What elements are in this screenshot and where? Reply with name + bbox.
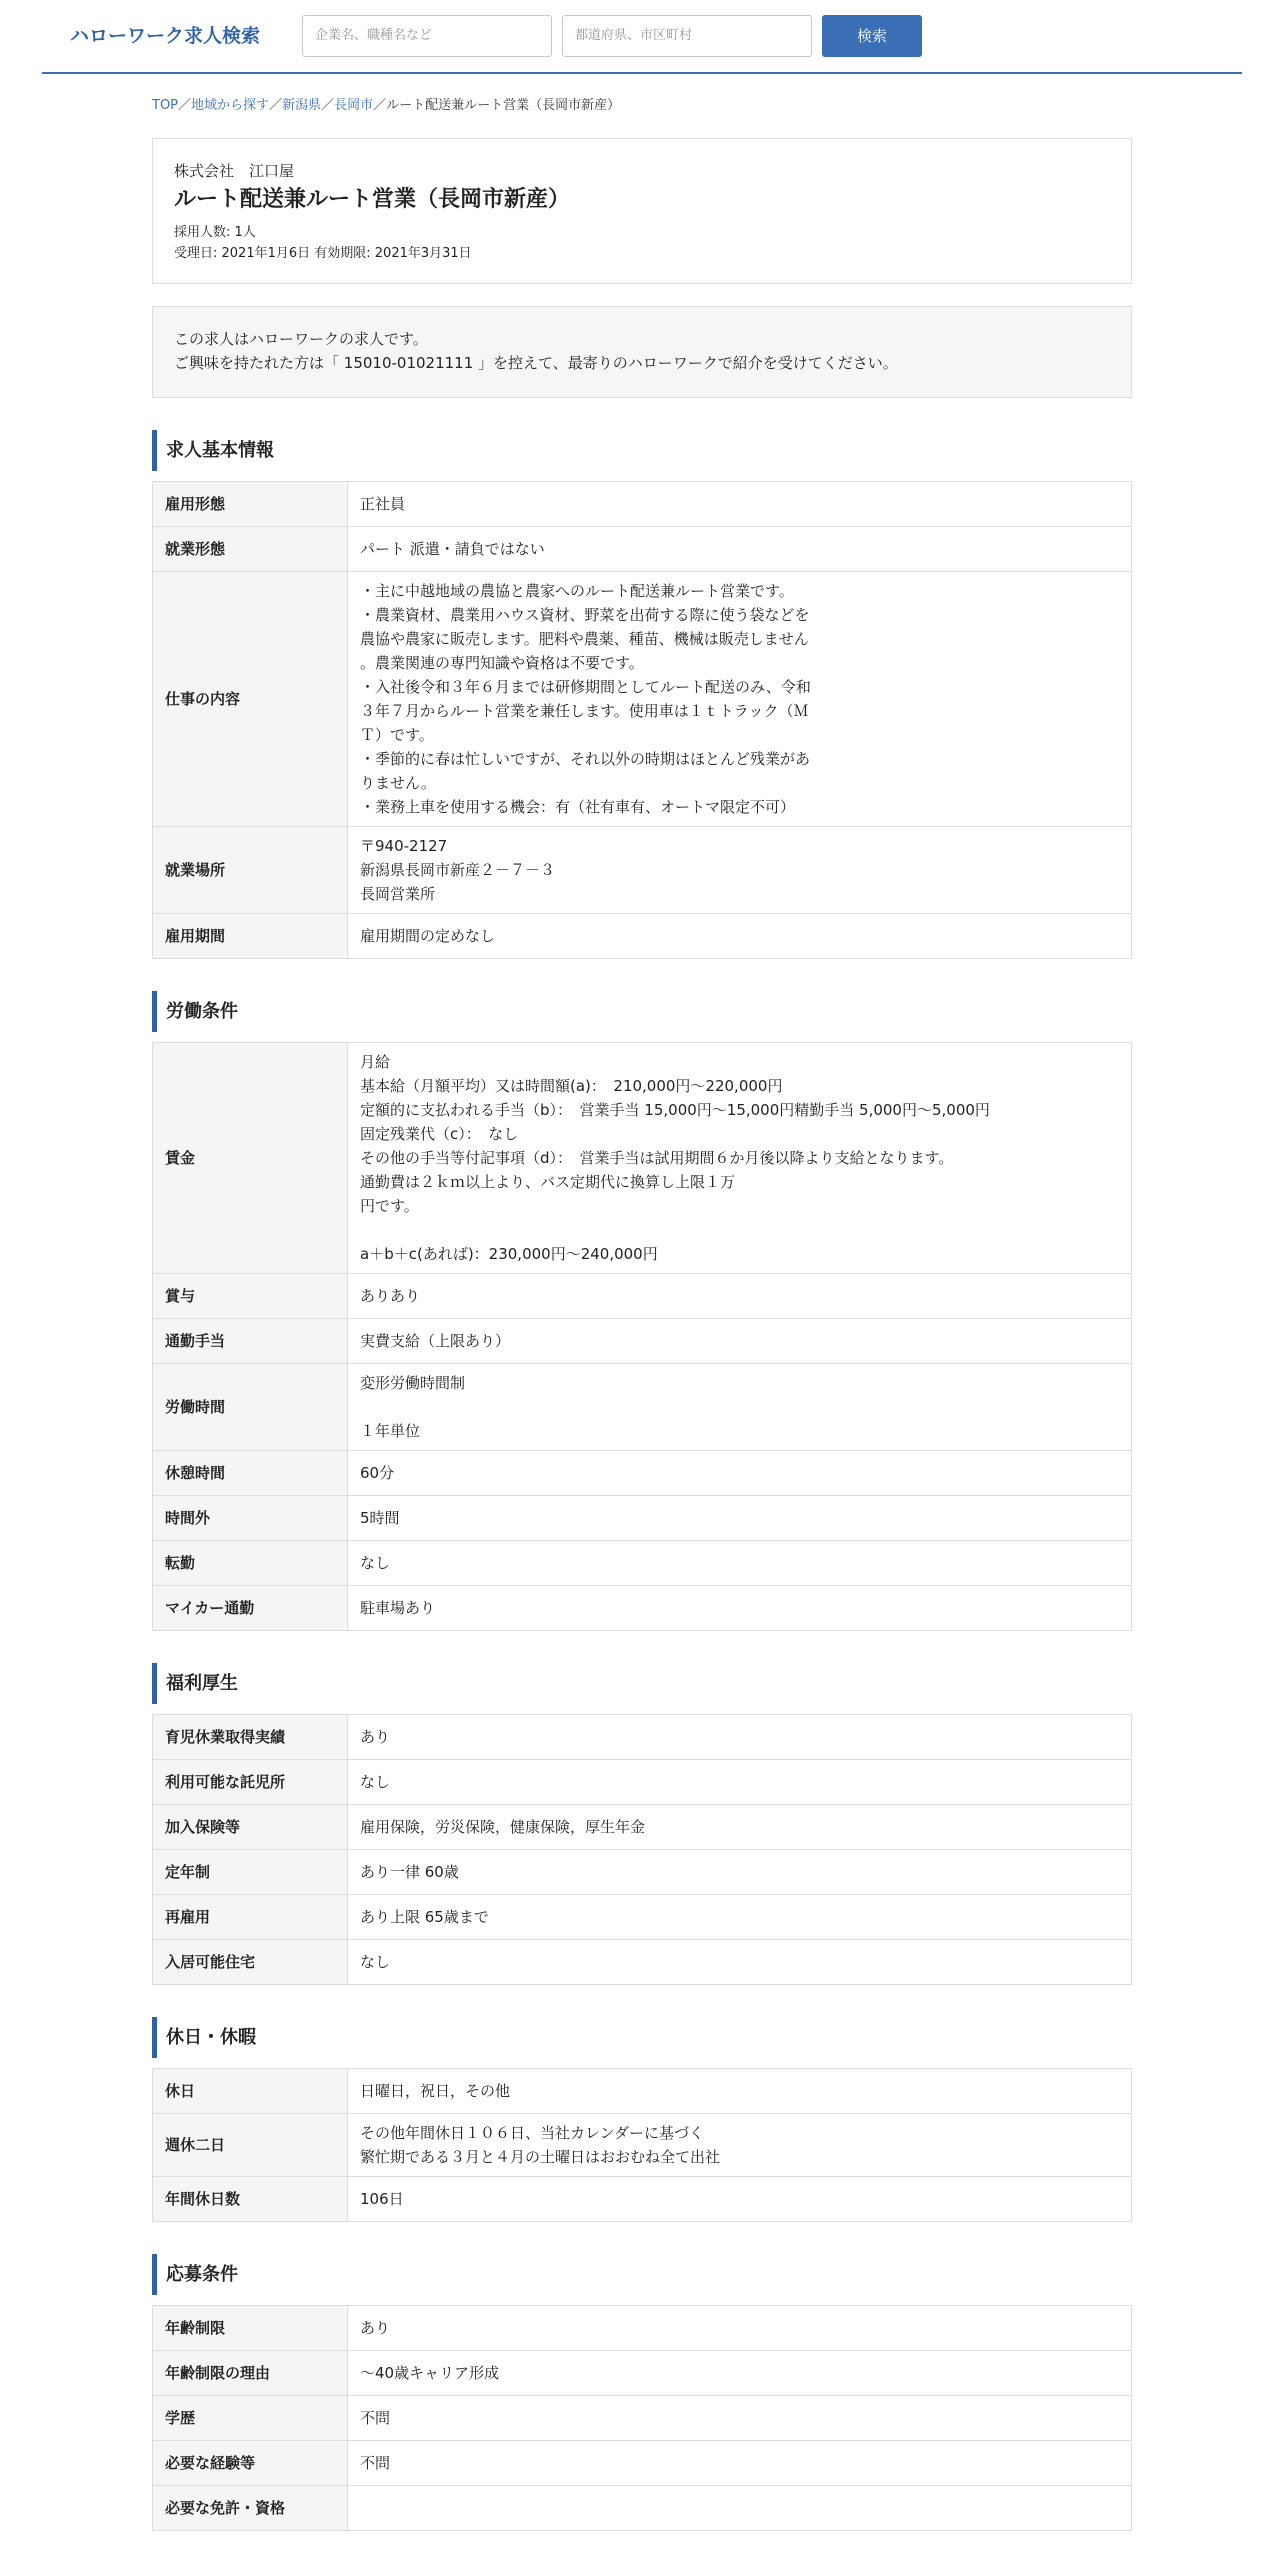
row-value: あり上限 65歳まで	[348, 1895, 1132, 1940]
table-row	[153, 2177, 1132, 2222]
table-row	[153, 1541, 1132, 1586]
table-row	[153, 1895, 1132, 1940]
breadcrumb-separator: ／	[269, 98, 283, 113]
table-row	[153, 1940, 1132, 1985]
row-label: 労働時間	[153, 1364, 348, 1451]
table-row	[153, 1319, 1132, 1364]
row-value: 雇用保険，労災保険，健康保険，厚生年金	[348, 1805, 1132, 1850]
row-value: 5時間	[348, 1496, 1132, 1541]
row-value: なし	[348, 1760, 1132, 1805]
row-label: 再雇用	[153, 1895, 348, 1940]
table-row	[153, 1586, 1132, 1631]
row-value: あり	[348, 1715, 1132, 1760]
location-search-input[interactable]: 都道府県、市区町村	[562, 15, 812, 57]
table-row	[153, 2306, 1132, 2351]
row-label: 仕事の内容	[153, 572, 348, 827]
info-table	[152, 2068, 1132, 2222]
section-title: 休日・休暇	[152, 2017, 1132, 2058]
row-value: 〜40歳キャリア形成	[348, 2351, 1132, 2396]
table-row	[153, 2396, 1132, 2441]
row-value: ありあり	[348, 1274, 1132, 1319]
row-value: パート 派遣・請負ではない	[348, 527, 1132, 572]
table-row	[153, 1715, 1132, 1760]
site-logo[interactable]: ハローワーク求人検索	[70, 24, 261, 47]
job-summary-card	[152, 138, 1132, 285]
row-label: 入居可能住宅	[153, 1940, 348, 1985]
main-content	[152, 96, 1132, 2531]
breadcrumb-separator: ／	[321, 98, 335, 113]
row-label: 加入保険等	[153, 1805, 348, 1850]
table-row	[153, 1850, 1132, 1895]
row-label: 育児休業取得実績	[153, 1715, 348, 1760]
row-value: 変形労働時間制 １年単位	[348, 1364, 1132, 1451]
breadcrumb-separator: ／	[373, 98, 387, 113]
table-row	[153, 1043, 1132, 1274]
company-name: 株式会社 江口屋	[174, 161, 295, 180]
breadcrumb-top[interactable]: TOP	[152, 98, 179, 113]
row-value: なし	[348, 1940, 1132, 1985]
breadcrumb-current: ルート配送兼ルート営業（長岡市新産）	[386, 98, 621, 113]
table-row	[153, 1364, 1132, 1451]
row-label: 週休二日	[153, 2114, 348, 2177]
table-row	[153, 2441, 1132, 2486]
table-row	[153, 1274, 1132, 1319]
info-table	[152, 481, 1132, 959]
row-label: 時間外	[153, 1496, 348, 1541]
row-label: 賞与	[153, 1274, 348, 1319]
breadcrumb-region[interactable]: 地域から探す	[191, 98, 270, 113]
section-title: 応募条件	[152, 2254, 1132, 2295]
row-label: 賃金	[153, 1043, 348, 1274]
table-row	[153, 2114, 1132, 2177]
hire-count: 採用人数: 1人	[174, 224, 256, 240]
row-label: 通勤手当	[153, 1319, 348, 1364]
row-value: 雇用期間の定めなし	[348, 914, 1132, 959]
breadcrumb-separator: ／	[178, 98, 192, 113]
breadcrumb-city[interactable]: 長岡市	[334, 98, 374, 113]
row-value: 正社員	[348, 482, 1132, 527]
job-detail-sections	[152, 430, 1132, 2531]
row-value: 日曜日，祝日，その他	[348, 2069, 1132, 2114]
table-row	[153, 1760, 1132, 1805]
table-row	[153, 2486, 1132, 2531]
posting-dates: 受理日: 2021年1月6日 有効期限: 2021年3月31日	[174, 246, 472, 262]
row-label: 年齢制限の理由	[153, 2351, 348, 2396]
breadcrumb-prefecture[interactable]: 新潟県	[282, 98, 322, 113]
table-row	[153, 827, 1132, 914]
row-value: なし	[348, 1541, 1132, 1586]
row-value: あり	[348, 2306, 1132, 2351]
breadcrumb	[152, 96, 1132, 117]
info-table	[152, 1042, 1132, 1631]
row-label: 学歴	[153, 2396, 348, 2441]
table-row	[153, 572, 1132, 827]
row-value: 不問	[348, 2396, 1132, 2441]
section-title: 福利厚生	[152, 1663, 1132, 1704]
row-label: 必要な免許・資格	[153, 2486, 348, 2531]
row-label: 年齢制限	[153, 2306, 348, 2351]
hellowork-notice	[152, 306, 1132, 398]
section-title: 労働条件	[152, 991, 1132, 1032]
row-label: マイカー通勤	[153, 1586, 348, 1631]
row-value: 駐車場あり	[348, 1586, 1132, 1631]
table-row	[153, 2351, 1132, 2396]
row-value: 実費支給（上限あり）	[348, 1319, 1132, 1364]
table-row	[153, 2069, 1132, 2114]
notice-line-1: この求人はハローワークの求人です。	[174, 330, 428, 349]
keyword-search-input[interactable]: 企業名、職種名など	[302, 15, 552, 57]
row-value: 106日	[348, 2177, 1132, 2222]
row-label: 就業形態	[153, 527, 348, 572]
search-button[interactable]: 検索	[822, 15, 922, 57]
row-label: 必要な経験等	[153, 2441, 348, 2486]
row-label: 雇用期間	[153, 914, 348, 959]
table-row	[153, 1805, 1132, 1850]
row-label: 年間休日数	[153, 2177, 348, 2222]
row-label: 休日	[153, 2069, 348, 2114]
table-row	[153, 527, 1132, 572]
row-value: 不問	[348, 2441, 1132, 2486]
row-label: 雇用形態	[153, 482, 348, 527]
info-table	[152, 2305, 1132, 2531]
row-label: 定年制	[153, 1850, 348, 1895]
job-title: ルート配送兼ルート営業（長岡市新産）	[174, 186, 571, 212]
site-header	[42, 0, 1242, 74]
row-value: その他年間休日１０６日、当社カレンダーに基づく 繁忙期である３月と４月の土曜日はおおむね全て出社	[348, 2114, 1132, 2177]
row-value: あり一律 60歳	[348, 1850, 1132, 1895]
row-label: 利用可能な託児所	[153, 1760, 348, 1805]
row-value: 月給 基本給（月額平均）又は時間額(a)： 210,000円〜220,000円 定額的に支払われる手当（b）： 営業手当 15,000円〜15,000円精勤手当 5,000円〜5,000円 固定残業代（c）： なし その他の手当等付記事項（d）： 営業手当は試用期間６か月後以降より支給となります。 通勤費は２ｋｍ以上より、バス定期代に換算し上限１万 円です。 a＋b＋c(あれば)：230,000円〜240,000円	[348, 1043, 1132, 1274]
section-title: 求人基本情報	[152, 430, 1132, 471]
row-value	[348, 2486, 1132, 2531]
table-row	[153, 482, 1132, 527]
table-row	[153, 1496, 1132, 1541]
table-row	[153, 914, 1132, 959]
info-table	[152, 1714, 1132, 1985]
notice-line-2: ご興味を持たれた方は「 15010-01021111 」を控えて、最寄りのハローワークで紹介を受けてください。	[174, 354, 898, 373]
row-label: 休憩時間	[153, 1451, 348, 1496]
row-label: 転勤	[153, 1541, 348, 1586]
table-row	[153, 1451, 1132, 1496]
row-value: ・主に中越地域の農協と農家へのルート配送兼ルート営業です。 ・農業資材、農業用ハウス資材、野菜を出荷する際に使う袋などを 農協や農家に販売します。肥料や農薬、種苗、機械は販売しません 。農業関連の専門知識や資格は不要です。 ・入社後令和３年６月までは研修期間としてルート配送のみ、令和 ３年７月からルート営業を兼任します。使用車は１ｔトラック（Ｍ Ｔ）です。 ・季節的に春は忙しいですが、それ以外の時期はほとんど残業があ りません。 ・業務上車を使用する機会：有（社有車有、オートマ限定不可）	[348, 572, 1132, 827]
row-value: 60分	[348, 1451, 1132, 1496]
row-label: 就業場所	[153, 827, 348, 914]
row-value: 〒940-2127 新潟県長岡市新産２－７－３ 長岡営業所	[348, 827, 1132, 914]
